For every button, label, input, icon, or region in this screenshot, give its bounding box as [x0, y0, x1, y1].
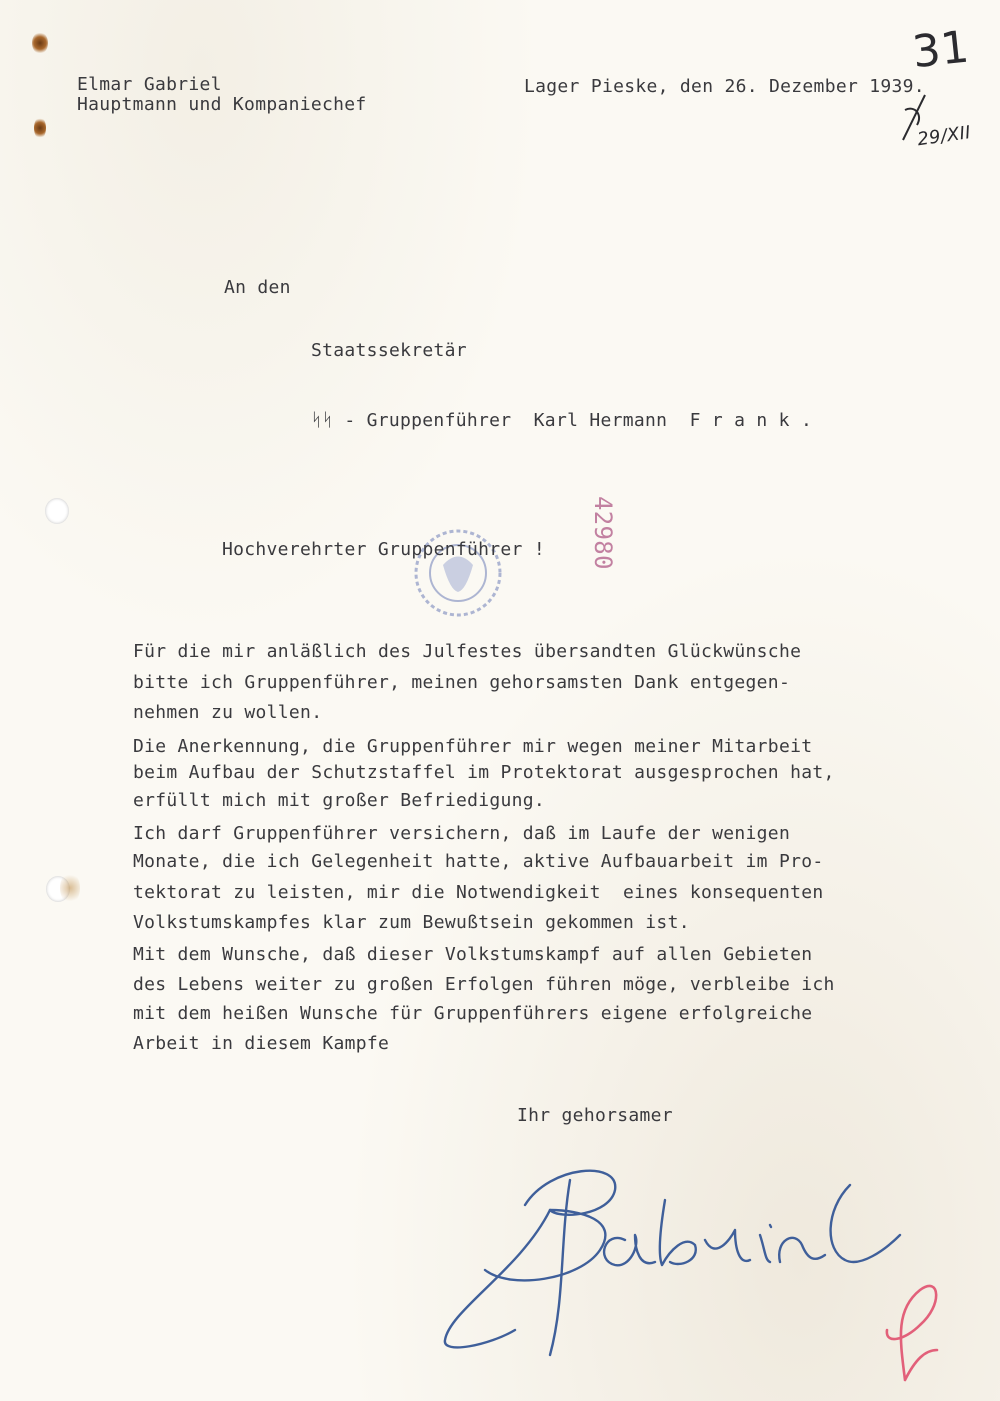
body-line: Arbeit in diesem Kampfe: [133, 1033, 390, 1054]
body-line: tektorat zu leisten, mir die Notwendigkeit eines konsequenten: [133, 882, 824, 903]
signature: [430, 1150, 910, 1360]
sender-title: Hauptmann und Kompaniechef: [77, 94, 367, 115]
sender-name: Elmar Gabriel: [77, 74, 222, 95]
body-line: bitte ich Gruppenführer, meinen gehorsamsten Dank entgegen-: [133, 672, 791, 693]
archive-number-stamp: 42980: [589, 496, 617, 570]
dateline: Lager Pieske, den 26. Dezember 1939.: [524, 76, 925, 97]
punch-hole: [46, 876, 70, 902]
folio-date-note: 29/XII: [916, 122, 973, 151]
salutation: Hochverehrter Gruppenführer !: [222, 539, 545, 560]
recipient-line-1: An den: [224, 277, 291, 298]
body-line: beim Aufbau der Schutzstaffel im Protektorat ausgesprochen hat,: [133, 762, 835, 783]
body-line: Ich darf Gruppenführer versichern, daß im Laufe der wenigen: [133, 823, 791, 844]
body-line: Die Anerkennung, die Gruppenführer mir wegen meiner Mitarbeit: [133, 736, 813, 757]
recipient-line-2: Staatssekretär: [311, 340, 467, 361]
red-marker-check: [865, 1270, 955, 1390]
folio-number: 31: [909, 21, 972, 79]
recipient-line-3: ᛋᛋ - Gruppenführer Karl Hermann F r a n k .: [311, 410, 813, 431]
body-line: erfüllt mich mit großer Befriedigung.: [133, 790, 546, 811]
body-line: Monate, die ich Gelegenheit hatte, aktive Aufbauarbeit im Pro-: [133, 851, 824, 872]
body-line: mit dem heißen Wunsche für Gruppenführers eigene erfolgreiche: [133, 1003, 813, 1024]
body-line: Volkstumskampfes klar zum Bewußtsein gekommen ist.: [133, 912, 690, 933]
body-line: nehmen zu wollen.: [133, 702, 323, 723]
body-line: des Lebens weiter zu großen Erfolgen führen möge, verbleibe ich: [133, 974, 835, 995]
archive-stamps: [0, 0, 1000, 700]
closing: Ihr gehorsamer: [517, 1105, 673, 1126]
body-line: Für die mir anläßlich des Julfestes übersandten Glückwünsche: [133, 641, 802, 662]
body-line: Mit dem Wunsche, daß dieser Volkstumskampf auf allen Gebieten: [133, 944, 813, 965]
